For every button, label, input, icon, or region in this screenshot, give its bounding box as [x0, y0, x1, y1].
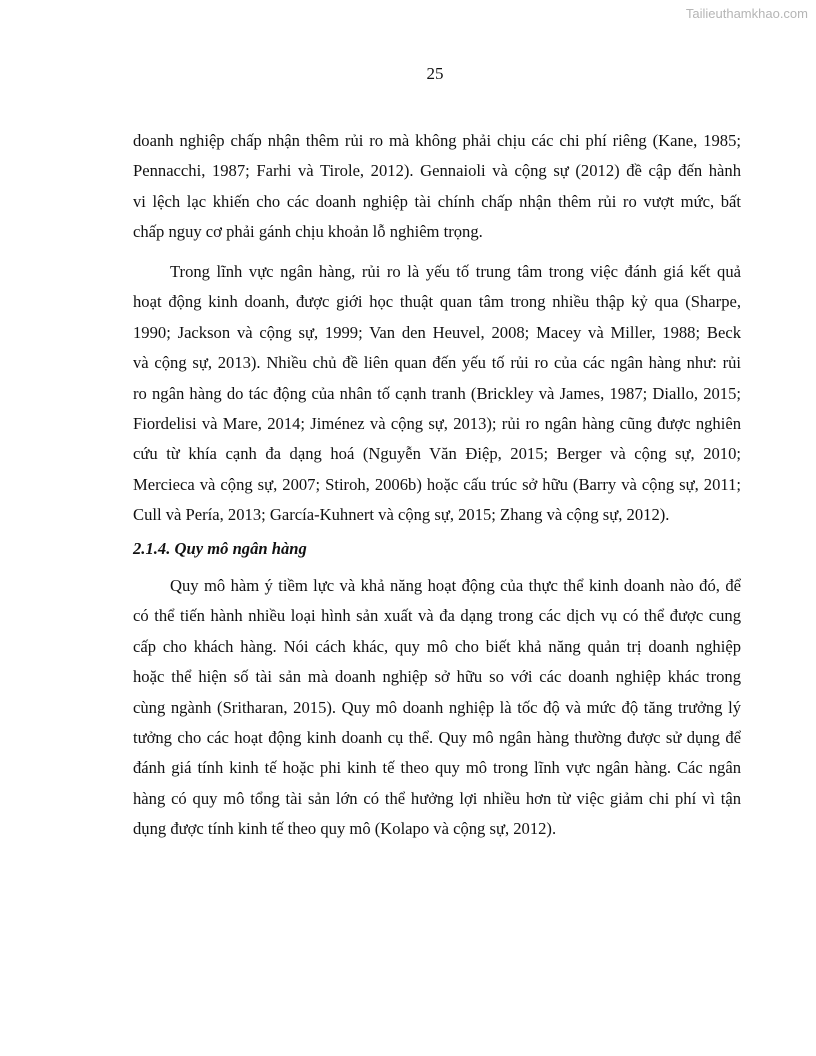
- watermark: Tailieuthamkhao.com: [685, 6, 808, 21]
- page-number: 25: [426, 64, 444, 83]
- section-heading: 2.1.4. Quy mô ngân hàng: [133, 539, 307, 558]
- paragraph-1: [133, 126, 741, 248]
- text-line: Trong lĩnh vực ngân hàng, rủi ro là yếu tố trung tâm trong việc đánh giá kết quả: [170, 262, 741, 281]
- text-line: và cộng sự, 2013). Nhiều chủ đề liên quan đến yếu tố rủi ro của các ngân hàng như: rủi: [133, 353, 741, 373]
- text-line: cùng ngành (Sritharan, 2015). Quy mô doanh nghiệp là tốc độ và mức độ tăng trưởng lý: [133, 697, 741, 717]
- text-line: Pennacchi, 1987; Farhi và Tirole, 2012). Gennaioli và cộng sự (2012) đề cập đến hành: [133, 161, 741, 181]
- text-line: hoạt động kinh doanh, được giới học thuật quan tâm trong nhiều thập kỷ qua (Sharpe,: [133, 292, 741, 312]
- text-line: Quy mô hàm ý tiềm lực và khả năng hoạt động của thực thể kinh doanh nào đó, để: [170, 576, 741, 595]
- paragraph-2: [133, 257, 741, 531]
- paragraph-3: [133, 571, 741, 845]
- text-line: Mercieca và cộng sự, 2007; Stiroh, 2006b) hoặc cấu trúc sở hữu (Barry và cộng sự, 2011;: [133, 474, 741, 494]
- text-line: chấp nguy cơ phải gánh chịu khoản lỗ nghiêm trọng.: [133, 222, 483, 242]
- text-line: cứu từ khía cạnh đa dạng hoá (Nguyễn Văn Điệp, 2015; Berger và cộng sự, 2010;: [133, 444, 741, 464]
- text-line: doanh nghiệp chấp nhận thêm rủi ro mà không phải chịu các chi phí riêng (Kane, 1985;: [133, 131, 741, 150]
- text-line: ro ngân hàng do tác động của nhân tố cạnh tranh (Brickley và James, 1987; Diallo, 2015;: [133, 383, 741, 403]
- text-line: đánh giá tính kinh tế hoặc phi kinh tế theo quy mô trong lĩnh vực ngân hàng. Các ngân: [133, 758, 741, 778]
- text-line: hoặc thể hiện số tài sản mà doanh nghiệp sở hữu so với các doanh nghiệp khác trong: [133, 667, 741, 687]
- text-line: dụng được tính kinh tế theo quy mô (Kolapo và cộng sự, 2012).: [133, 819, 557, 839]
- text-line: Cull và Pería, 2013; García-Kuhnert và cộng sự, 2015; Zhang và cộng sự, 2012).: [133, 505, 670, 525]
- text-line: vi lệch lạc khiến cho các doanh nghiệp tài chính chấp nhận thêm rủi ro vượt mức, bất: [133, 191, 741, 211]
- text-line: cấp cho khách hàng. Nói cách khác, quy mô cho biết khả năng quản trị doanh nghiệp: [133, 636, 741, 656]
- text-line: Fiordelisi và Mare, 2014; Jiménez và cộng sự, 2013); rủi ro ngân hàng cũng được nghiên: [133, 413, 741, 433]
- text-line: 1990; Jackson và cộng sự, 1999; Van den Heuvel, 2008; Macey và Miller, 1988; Beck: [133, 322, 741, 342]
- text-line: có thể tiến hành nhiều loại hình sản xuất và đa dạng trong các dịch vụ có thể được cung: [133, 606, 741, 626]
- text-line: hàng có quy mô tổng tài sản lớn có thể hưởng lợi nhiều hơn từ việc giảm chi phí vì tận: [133, 788, 741, 808]
- text-line: tưởng cho các hoạt động kinh doanh cụ thể. Quy mô ngân hàng thường được sử dụng để: [133, 727, 741, 747]
